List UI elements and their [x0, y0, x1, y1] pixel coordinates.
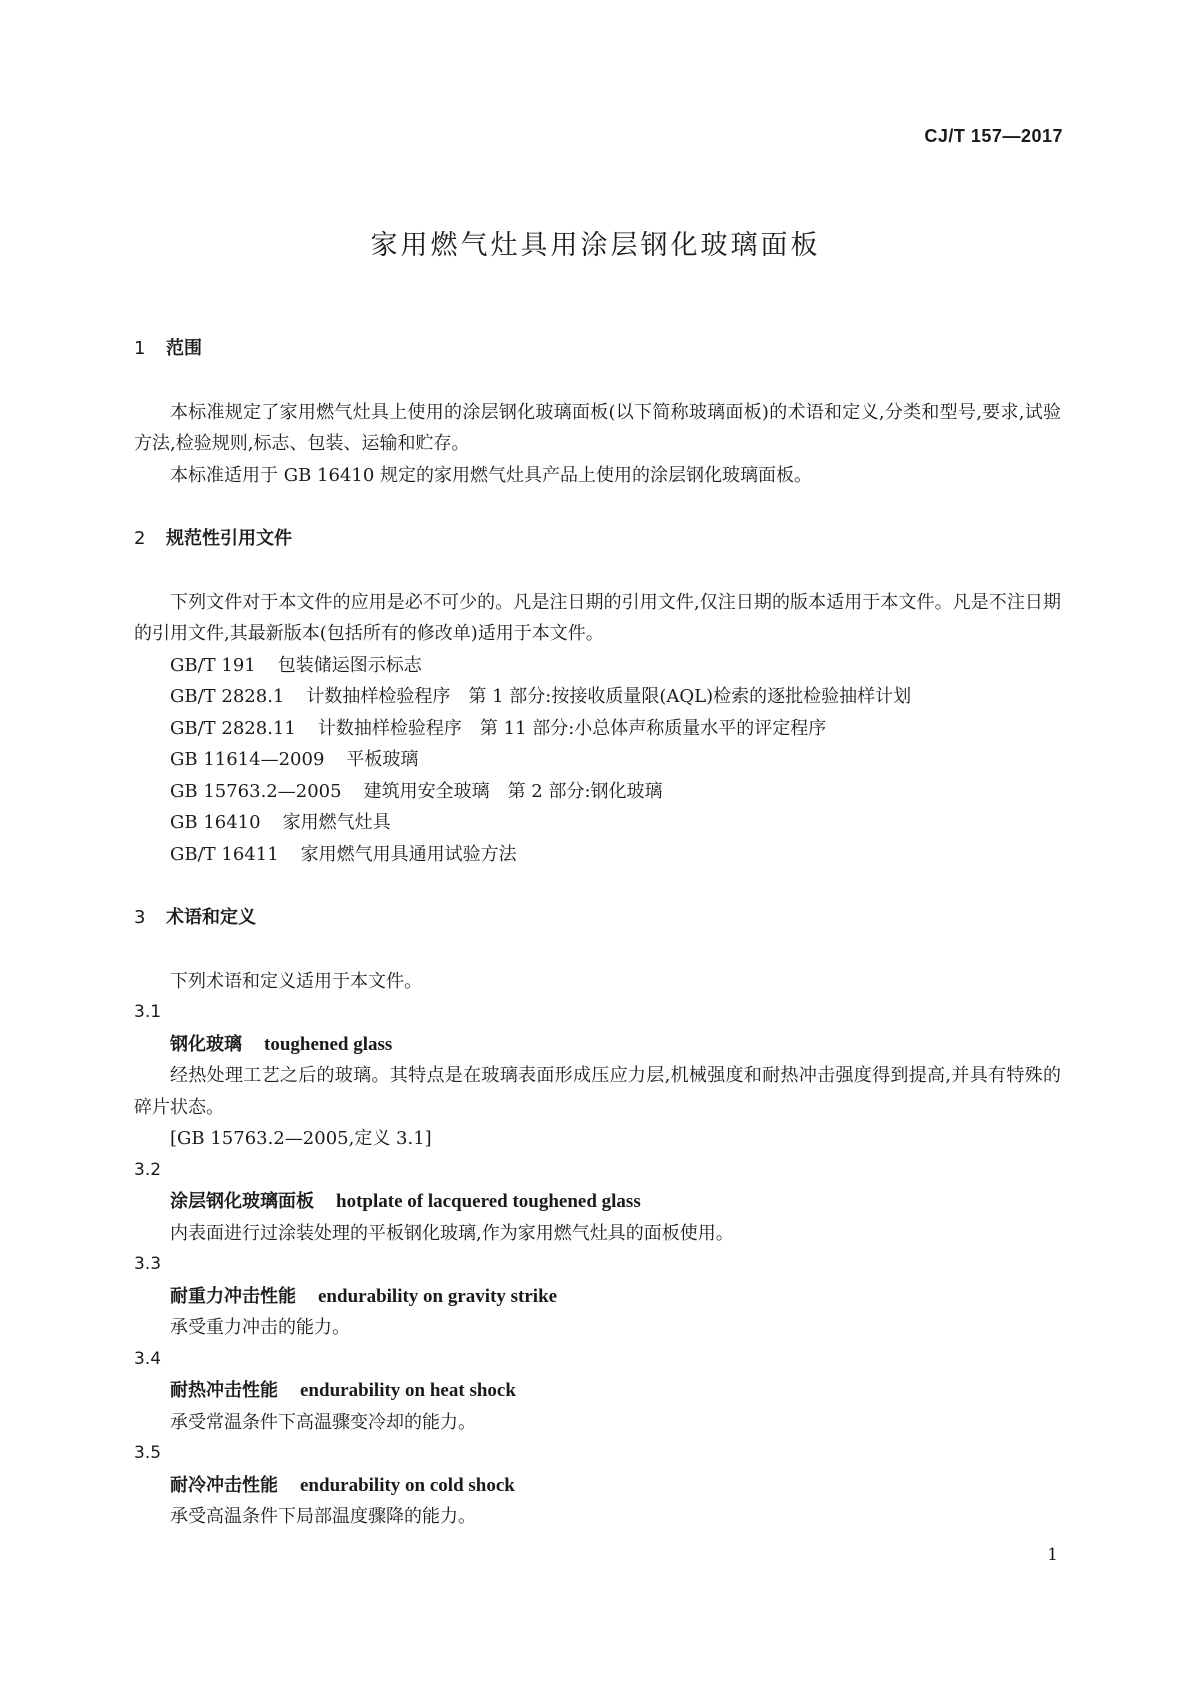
term-number: 3.1: [134, 1002, 162, 1022]
term-title: [134, 1470, 1061, 1502]
section-heading: [134, 902, 1061, 934]
term-title: [134, 1186, 1061, 1218]
section-normative-references: [134, 523, 1061, 870]
reference-title: 计数抽样检验程序 第 1 部分:按接收质量限(AQL)检索的逐批检验抽样计划: [306, 686, 912, 707]
reference-item: [134, 839, 1061, 871]
document-body: [134, 333, 1061, 1533]
term-title: [134, 1281, 1061, 1313]
term-zh: 耐热冲击性能: [170, 1380, 278, 1401]
paragraph: 下列文件对于本文件的应用是必不可少的。凡是注日期的引用文件,仅注日期的版本适用于本文件。凡是不注日期的引用文件,其最新版本(包括所有的修改单)适用于本文件。: [134, 591, 1061, 644]
reference-code: GB/T 191: [170, 654, 256, 676]
term-definition: 承受重力冲击的能力。: [170, 1317, 350, 1338]
term-title: [134, 1375, 1061, 1407]
reference-code: GB 16410: [170, 812, 261, 833]
section-title: 规范性引用文件: [166, 528, 292, 549]
term-number: 3.4: [134, 1348, 162, 1369]
term-zh: 耐重力冲击性能: [170, 1285, 296, 1307]
section-title: 范围: [166, 338, 202, 359]
term-en: endurability on gravity strike: [318, 1285, 558, 1307]
reference-code: GB/T 2828.11: [170, 717, 296, 739]
term-source: [GB 15763.2—2005,定义 3.1]: [170, 1128, 432, 1149]
section-heading: [134, 333, 1061, 365]
page-number: 1: [1047, 1545, 1058, 1565]
paragraph: 本标准规定了家用燃气灶具上使用的涂层钢化玻璃面板(以下简称玻璃面板)的术语和定义,分类和型号,要求,试验方法,检验规则,标志、包装、运输和贮存。: [134, 401, 1061, 454]
reference-title: 建筑用安全玻璃 第 2 部分:钢化玻璃: [363, 780, 663, 802]
reference-item: [134, 807, 1061, 839]
standard-code: CJ/T 157—2017: [924, 126, 1063, 146]
term-en: endurability on cold shock: [300, 1474, 515, 1496]
reference-title: 家用燃气用具通用试验方法: [300, 843, 517, 865]
reference-item: [134, 650, 1061, 682]
reference-title: 计数抽样检验程序 第 11 部分:小总体声称质量水平的评定程序: [317, 717, 827, 739]
section-title: 术语和定义: [166, 907, 256, 928]
section-scope: [134, 333, 1061, 491]
reference-item: [134, 713, 1061, 745]
reference-title: 家用燃气灶具: [282, 812, 391, 833]
section-terms-definitions: [134, 902, 1061, 1533]
term-definition: 经热处理工艺之后的玻璃。其特点是在玻璃表面形成压应力层,机械强度和耐热冲击强度得到提高,并具有特殊的碎片状态。: [134, 1065, 1061, 1118]
reference-item: [134, 744, 1061, 776]
section-number: 2: [134, 528, 146, 549]
term-zh: 钢化玻璃: [170, 1033, 242, 1055]
reference-item: [134, 681, 1061, 713]
section-number: 1: [134, 338, 146, 359]
section-number: 3: [134, 907, 146, 928]
reference-code: GB/T 16411: [170, 843, 279, 865]
reference-item: [134, 776, 1061, 808]
term-en: toughened glass: [264, 1033, 393, 1055]
reference-code: GB/T 2828.1: [170, 686, 285, 707]
document-title: 家用燃气灶具用涂层钢化玻璃面板: [370, 230, 821, 261]
term-title: [134, 1029, 1061, 1061]
term-number: 3.5: [134, 1443, 162, 1463]
reference-title: 平板玻璃: [346, 749, 419, 770]
paragraph: 下列术语和定义适用于本文件。: [170, 970, 422, 992]
term-definition: 承受常温条件下高温骤变冷却的能力。: [170, 1411, 476, 1433]
term-en: endurability on heat shock: [300, 1380, 516, 1401]
term-en: hotplate of lacquered toughened glass: [336, 1191, 641, 1212]
section-heading: [134, 523, 1061, 555]
reference-code: GB 11614—2009: [170, 749, 325, 770]
reference-title: 包装储运图示标志: [277, 654, 422, 676]
term-number: 3.2: [134, 1159, 162, 1180]
paragraph: 本标准适用于 GB 16410 规定的家用燃气灶具产品上使用的涂层钢化玻璃面板。: [170, 464, 813, 486]
term-number: 3.3: [134, 1254, 162, 1274]
term-zh: 涂层钢化玻璃面板: [170, 1191, 314, 1212]
term-definition: 承受高温条件下局部温度骤降的能力。: [170, 1506, 476, 1527]
reference-code: GB 15763.2—2005: [170, 780, 342, 802]
term-zh: 耐冷冲击性能: [170, 1474, 278, 1496]
term-definition: 内表面进行过涂装处理的平板钢化玻璃,作为家用燃气灶具的面板使用。: [170, 1222, 734, 1244]
